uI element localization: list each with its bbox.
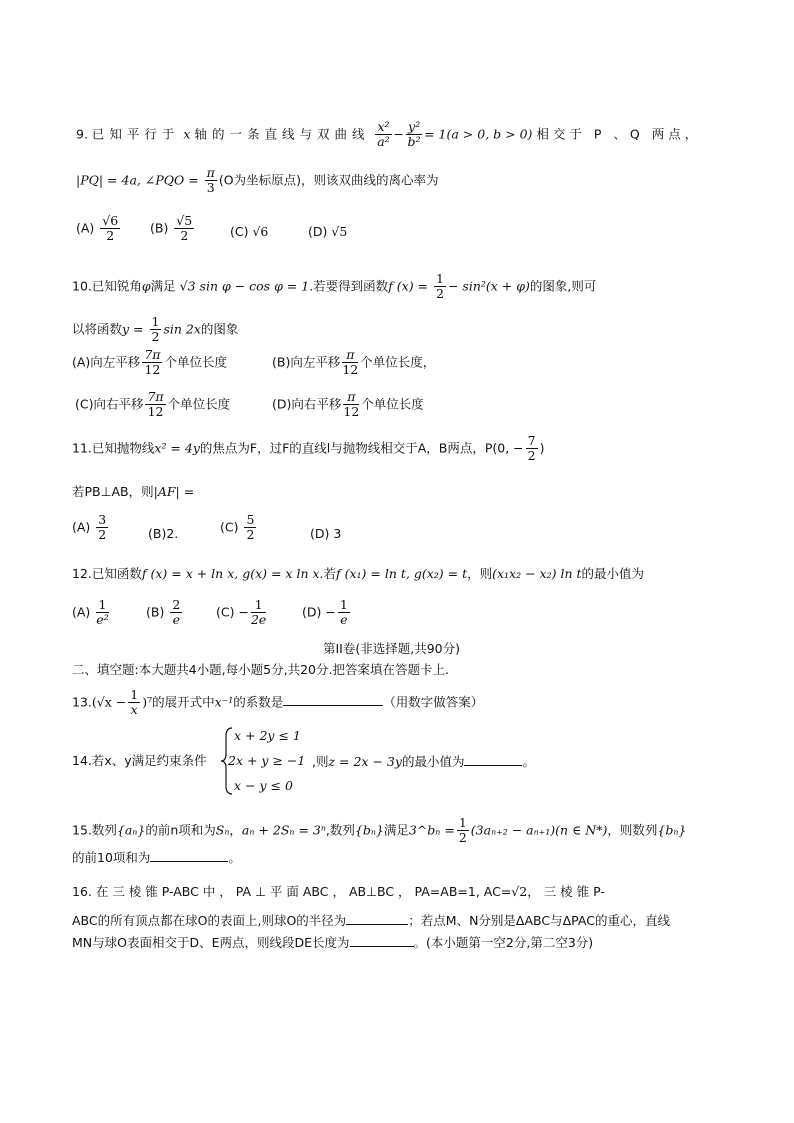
q10-condition: √3 sin φ − cos φ = 1 [179,278,310,294]
q12-option-c[interactable]: (C) − $\frac{1}{2e}$ [216,597,267,628]
q14-constraint-3: x − y ≤ 0 [234,778,293,793]
q10-line1: 10.已知锐角φ满足 √3 sin φ − cos φ = 1.若要得到函数f (x) = $\frac{1}{2}$ − sin²(x + φ)的图象,则可 [72,271,597,302]
q14-label: 14.若x、y满足约束条件 [72,753,207,768]
q16-line3: MN与球O表面相交于D、E两点，则线段DE长度为 。(本小题第一空2分,第二空3分) [72,935,594,950]
section2-title: 第II卷(非选择题,共90分) [323,641,461,656]
q16-answer-blank-2[interactable] [350,934,414,947]
q10-option-d[interactable]: (D)向右平移 $\frac{\pi}{12}$ 个单位长度 [272,389,424,420]
q9-number: 9. [76,126,88,142]
q16-line1: 16. 在 三 棱 锥 P-ABC 中 ， PA ⊥ 平 面 ABC ， AB⊥BC ， PA=AB=1, AC=√2， 三 棱 锥 P- [72,884,605,899]
q9-x-var: x [183,126,191,142]
q9-line1: 9. 已知平行于 x 轴的一条直线与双曲线 $\frac{\text{x²}}{\text{a²}}$ − $\frac{\text{y²}}{\text{b²}}$ = 1(a > 0, b > 0) 相交于 P 、Q 两点， [76,119,702,150]
q9-option-c[interactable]: (C) √6 [230,224,269,239]
q15-line1: 15.数列{aₙ}的前n项和为Sₙ，aₙ + 2Sₙ = 3ⁿ,数列{bₙ}满足3^bₙ = $\frac{1}{2}$ (3aₙ₊₂ − aₙ₊₁)(n ∈ N*)，则数列{bₙ} [72,815,687,846]
q9-frac-y2b2: $\frac{\text{y²}}{\text{b²}}$ [407,119,421,150]
q9-frac-pi3: $\frac{\pi}{3}$ [206,165,215,196]
q15-answer-blank[interactable] [150,849,228,862]
q9-option-b[interactable]: (B) $\frac{√5}{2}$ [150,213,193,244]
q11-option-c[interactable]: (C) $\frac{5}{2}$ [220,512,255,543]
q11-option-b[interactable]: (B)2. [148,526,179,541]
q11-option-d[interactable]: (D) 3 [310,526,342,541]
q14-line-tail: ,则z = 2x − 3y的最小值为 。 [312,754,535,769]
q9-text-c: 相交于 P 、Q 两点， [536,126,702,142]
q13-line: 13.(√x − $\frac{1}{x}$ )⁷的展开式中x⁻¹的系数是 （用数字做答案） [72,687,484,718]
q11-line2: 若PB⊥AB，则|AF| = [72,484,195,499]
q14-answer-blank[interactable] [464,753,522,766]
q16-line2: ABC的所有顶点都在球O的表面上,则球O的半径为 ；若点M、N分别是ΔABC与ΔPAC的重心，直线 [72,913,670,928]
q15-line2: 的前10项和为 。 [72,850,241,865]
section2-heading: 二、填空题:本大题共4小题,每小题5分,共20分.把答案填在答题卡上. [72,662,449,677]
q10-line2: 以将函数y = $\frac{1}{2}$ sin 2x的图象 [72,314,239,345]
q9-text-a: 已知平行于 [91,126,180,142]
q9-option-d[interactable]: (D) √5 [308,224,348,239]
q11-line1: 11.已知抛物线x² = 4y的焦点为F，过F的直线l与抛物线相交于A，B两点，P(0, − $\frac{7}{2}$ ) [72,433,545,464]
q10-option-b[interactable]: (B)向左平移 $\frac{\pi}{12}$ 个单位长度， [272,347,436,378]
q12-option-d[interactable]: (D) − $\frac{1}{e}$ [302,597,348,628]
q12-option-b[interactable]: (B) $\frac{2}{e}$ [146,597,181,628]
q11-option-a[interactable]: (A) $\frac{3}{2}$ [72,512,107,543]
q14-constraint-2: 2x + y ≥ −1 [228,753,306,768]
q9-pq-expr: |PQ| = 4a, ∠PQO = [76,172,199,188]
q16-answer-blank-1[interactable] [346,912,408,925]
q9-condition: = 1(a > 0, b > 0) [424,126,533,142]
q9-frac-x2a2: $\frac{\text{x²}}{\text{a²}}$ [377,119,390,150]
q9-text-b: 轴的一条直线与双曲线 [194,126,370,142]
q12-option-a[interactable]: (A) $\frac{1}{\text{e²}}$ [72,597,109,628]
q9-text-d: (O为坐标原点)，则该双曲线的离心率为 [218,172,439,188]
q12-line1: 12.已知函数f (x) = x + ln x, g(x) = x ln x.若f (x₁) = ln t, g(x₂) = t，则(x₁x₂ − x₂) ln t的最小值为 [72,566,645,581]
q14-constraint-1: x + 2y ≤ 1 [234,728,301,743]
q9-option-a[interactable]: (A) $\frac{√6}{2}$ [76,213,119,244]
q9-line2 [76,166,438,196]
q10-option-a[interactable]: (A)向左平移 $\frac{7\pi}{12}$ 个单位长度 [72,347,227,378]
q13-answer-blank[interactable] [283,693,383,706]
q10-option-c[interactable]: (C)向右平移 $\frac{7\pi}{12}$ 个单位长度 [75,389,231,420]
